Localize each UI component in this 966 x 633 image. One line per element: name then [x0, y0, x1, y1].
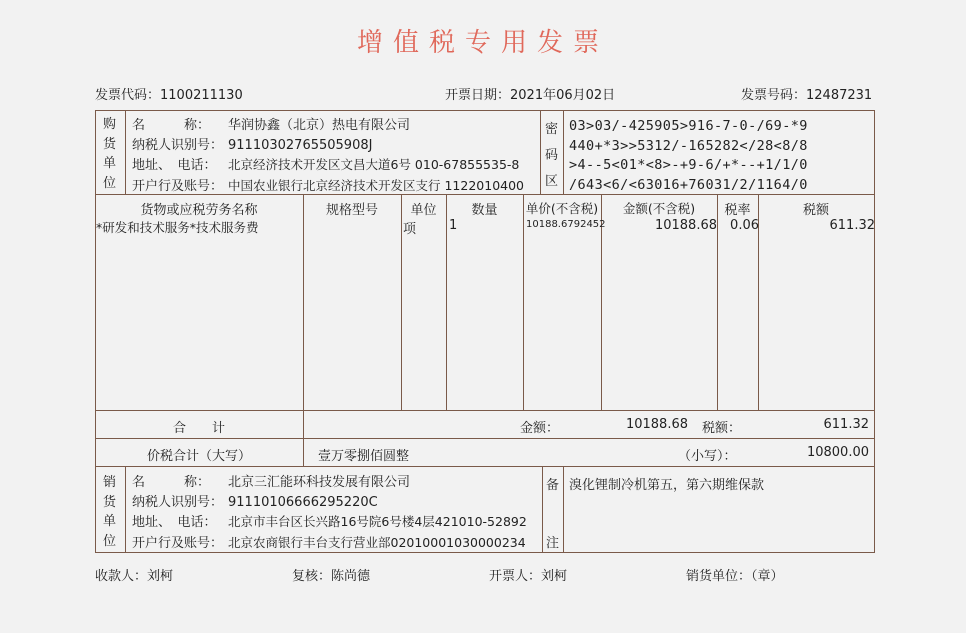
item-tax: 611.32 [829, 218, 875, 233]
grand-total-small-label: （小写）： [678, 449, 737, 464]
col-header-tax: 税额 [802, 203, 829, 218]
footer-seller-seal: 销货单位：（章） [686, 569, 784, 584]
cipher-side-label [545, 117, 561, 195]
col-header-qty: 数量 [471, 203, 498, 218]
item-amount: 10188.68 [654, 218, 717, 233]
cipher-line: >4--5<01*<8>-+9-6/+*--+1/1/0 [569, 157, 808, 173]
col-header-unit: 单位 [410, 203, 437, 218]
invoice-number [741, 84, 872, 103]
invoice-date-label: 开票日期： [445, 88, 511, 103]
grand-total-label: 价税合计（大写） [146, 449, 251, 464]
seller-address-label: 地址、 电话： [132, 515, 217, 530]
invoice-code-value: 1100211130 [160, 88, 243, 103]
invoice-number-label: 发票号码： [741, 88, 807, 103]
totals-amount: 10188.68 [625, 417, 688, 432]
buyer-bank: 中国农业银行北京经济技术开发区支行 1122010400 [228, 177, 525, 193]
buyer-side-char: 货 [103, 136, 117, 152]
item-qty: 1 [449, 218, 458, 233]
seller-address: 北京市丰台区长兴路16号院6号楼4层421010-52892 [228, 514, 527, 529]
invoice-title: 增值税专用发票 [356, 28, 609, 58]
col-header-rate: 税率 [724, 203, 751, 218]
seller-info [132, 473, 527, 553]
cipher-side-char: 区 [545, 174, 559, 189]
payee-label: 收款人： [95, 569, 148, 584]
seller-bank: 北京农商银行丰台支行营业部02010001030000234 [228, 534, 526, 550]
reviewer-name: 陈尚德 [331, 569, 371, 584]
invoice-code-label: 发票代码： [95, 88, 161, 103]
invoice-code [95, 84, 243, 103]
item-rate: 0.06 [730, 218, 759, 233]
col-header-price: 单价(不含税) [525, 201, 599, 216]
footer-payee [95, 565, 173, 584]
grand-total-words: 壹万零捌佰圆整 [318, 449, 410, 464]
totals-amount-label: 金额： [520, 421, 560, 436]
seller-side-label [103, 473, 119, 551]
buyer-side-char: 购 [103, 117, 117, 132]
item-price: 10188.6792452 [526, 219, 606, 230]
buyer-side-char: 单 [103, 156, 117, 171]
seller-name-label: 名 称： [132, 475, 211, 490]
seller-bank-label: 开户行及账号： [132, 535, 224, 551]
buyer-name-label: 名 称： [132, 118, 211, 133]
item-unit: 项 [403, 222, 417, 237]
seller-side-char: 货 [103, 494, 117, 510]
item-name: *研发和技术服务*技术服务费 [96, 220, 259, 235]
drawer-name: 刘柯 [541, 569, 568, 584]
seller-side-char: 单 [103, 514, 117, 529]
buyer-address-label: 地址、 电话： [132, 158, 217, 173]
totals-tax-label: 税额： [702, 421, 742, 436]
buyer-info [132, 116, 524, 196]
footer-drawer [489, 565, 567, 584]
invoice-number-value: 12487231 [806, 88, 873, 103]
seller-name: 北京三汇能环科技发展有限公司 [228, 475, 411, 490]
reviewer-label: 复核： [292, 569, 332, 584]
col-header-spec: 规格型号 [325, 203, 378, 218]
cipher-side-char: 码 [545, 148, 559, 163]
col-header-amount: 金额(不含税) [622, 201, 696, 216]
invoice-date [445, 84, 615, 103]
seller-side-char: 位 [103, 533, 117, 549]
cipher-side-char: 密 [545, 122, 559, 137]
remarks-side-char: 注 [546, 536, 560, 551]
totals-tax: 611.32 [823, 417, 869, 432]
buyer-address: 北京经济技术开发区文昌大道6号 010-67855535-8 [228, 157, 520, 172]
buyer-side-label [103, 115, 119, 193]
remarks-text: 溴化锂制冷机第五，第六期维保款 [569, 478, 765, 493]
seller-side-char: 销 [103, 475, 117, 490]
buyer-bank-label: 开户行及账号： [132, 178, 224, 194]
buyer-tax-id: 91110302765505908J [228, 137, 373, 153]
grand-total-figure: 10800.00 [806, 445, 869, 460]
buyer-tax-id-label: 纳税人识别号： [132, 137, 224, 153]
remarks-side-char: 备 [546, 478, 560, 493]
payee-name: 刘柯 [147, 569, 174, 584]
buyer-side-char: 位 [103, 175, 117, 191]
seller-tax-id-label: 纳税人识别号： [132, 494, 224, 510]
cipher-line: 03>03/-425905>916-7-0-/69-*9 [569, 118, 808, 134]
totals-label: 合 计 [172, 421, 225, 436]
buyer-name: 华润协鑫（北京）热电有限公司 [228, 118, 411, 133]
cipher-line: 440+*3>>5312/-165282</28<8/8 [569, 137, 808, 154]
invoice-date-value: 2021年06月02日 [510, 88, 616, 103]
cipher-line: /643<6/<63016+76031/2/1164/0 [569, 176, 808, 193]
drawer-label: 开票人： [489, 569, 542, 584]
footer-reviewer [292, 565, 370, 584]
cipher-area [569, 117, 808, 195]
col-header-name: 货物或应税劳务名称 [140, 203, 258, 218]
seller-tax-id: 91110106666295220C [228, 494, 378, 510]
